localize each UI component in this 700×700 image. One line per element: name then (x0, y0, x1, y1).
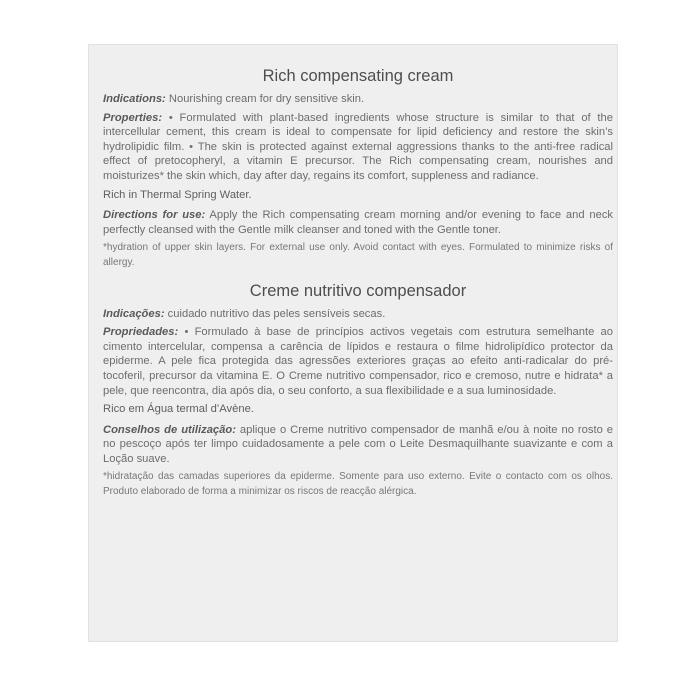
directions-label: Directions for use: (103, 209, 206, 222)
portuguese-directions (103, 423, 613, 467)
propriedades-label: Propriedades: (103, 326, 179, 339)
properties-text: • Formulated with plant-based ingredients whose structure is similar to that of the intercellular cement, this cream is ideal to compensate for lipid deficiency and restore the skin’s hydrolipidic film. • The skin is protected against external aggressions thanks to the anti-free radical effect of pretocopheryl, a vitamin E precursor. The Rich compensating cream, nourishes and moisturizes* the skin which, day after day, regains its comfort, suppleness and radiance. (103, 111, 613, 182)
portuguese-water-claim: Rico em Água termal d’Avène. (103, 403, 254, 416)
indications-text: Nourishing cream for dry sensitive skin. (165, 93, 365, 105)
directions-text: Apply the Rich compensating cream morning and/or evening to face and neck perfectly cleansed with the Gentle milk cleanser and toned with the Gentle toner. (103, 209, 614, 236)
indicacoes-label: Indicações: (103, 307, 165, 320)
indications-label: Indications: (103, 93, 166, 105)
conselhos-text: aplique o Creme nutritivo compensador de manhã e/ou à noite no rosto e no pescoço após ter limpo cuidadosamente a pele com o Leite Desmaquilhante suavizante e com a Loção suave. (103, 423, 613, 465)
english-water-claim: Rich in Thermal Spring Water. (103, 188, 252, 201)
english-indications (103, 92, 613, 107)
english-title: Rich compensating cream (262, 67, 454, 85)
english-footnote: *hydration of upper skin layers. For external use only. Avoid contact with eyes. Formulated to minimize risks of allergy. (103, 242, 613, 268)
label-content (103, 66, 613, 504)
indicacoes-text: cuidado nutritivo das peles sensíveis secas. (164, 307, 386, 320)
portuguese-properties (103, 325, 613, 398)
english-directions (103, 208, 613, 237)
properties-label: Properties: (103, 111, 163, 124)
english-properties (103, 111, 613, 184)
portuguese-title: Creme nutritivo compensador (249, 281, 467, 300)
propriedades-text: • Formulado à base de princípios activos vegetais com estrutura semelhante ao cimento intercelular, compensa a carência de lípidos e restaura o filme hidrolipídico protector da epiderme. A pele fica protegida das agressões exteriores graças ao efeito anti-radicalar do pré-tocoferil, precursor da vitamina E. O Creme nutritivo compensador, rico e cremoso, nutre e hidrata* a pele, que reencontra, dia após dia, o seu conforto, a sua flexibilidade e a sua luminosidade. (103, 326, 613, 397)
portuguese-footnote: *hidratação das camadas superiores da epiderme. Somente para uso externo. Evite o contacto com os olhos. Produto elaborado de forma a minimizar os riscos de reacção alérgica. (103, 471, 613, 498)
portuguese-indications (103, 307, 613, 322)
conselhos-label: Conselhos de utilização: (103, 423, 236, 436)
